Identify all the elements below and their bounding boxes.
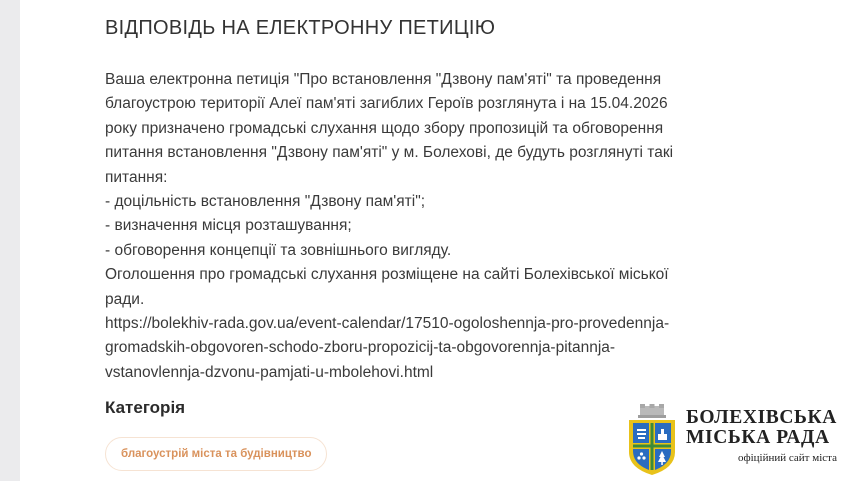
- answer-list-item: - обговорення концепції та зовнішнього вигляду.: [105, 241, 452, 259]
- answer-url-line: vstanovlennja-dzvonu-pamjati-u-mbolehovi.html: [105, 363, 434, 381]
- logo-text: [686, 408, 837, 464]
- answer-line: Оголошення про громадські слухання розміщене на сайті Болехівської міської: [105, 266, 669, 284]
- logo-title-line1: БОЛЕХІВСЬКА: [686, 407, 837, 428]
- coat-of-arms-icon: [624, 404, 680, 476]
- answer-line: ради.: [105, 290, 145, 308]
- answer-line: питання встановлення "Дзвону пам'яті" у м. Болехові, де будуть розглянуті такі: [105, 144, 674, 162]
- answer-url-line: gromadskih-obgovoren-schodo-zboru-propozicij-ta-obgovorennja-pitannja-: [105, 339, 616, 357]
- left-sidebar-strip: [0, 0, 20, 481]
- answer-line: питання:: [105, 168, 168, 186]
- answer-line: Ваша електронна петиція "Про встановлення "Дзвону пам'яті" та проведення: [105, 71, 662, 88]
- answer-list-item: - визначення місця розташування;: [105, 217, 352, 235]
- answer-line: благоустрою території Алеї пам'яті загиблих Героїв розглянута і на 15.04.2026: [105, 95, 668, 113]
- page-title: ВІДПОВІДЬ НА ЕЛЕКТРОННУ ПЕТИЦІЮ: [105, 17, 496, 39]
- logo-subtitle: офіційний сайт міста: [737, 452, 837, 464]
- city-council-logo[interactable]: [624, 404, 844, 478]
- answer-line: року призначено громадські слухання щодо збору пропозицій та обговорення: [105, 119, 664, 137]
- logo-title-line2: МІСЬКА РАДА: [686, 427, 830, 448]
- answer-url-line: https://bolekhiv-rada.gov.ua/event-calendar/17510-ogoloshennja-pro-provedennja-: [105, 315, 670, 333]
- category-heading: Категорія: [105, 398, 186, 417]
- answer-text: [105, 68, 795, 385]
- answer-list-item: - доцільність встановлення "Дзвону пам'яті";: [105, 193, 425, 211]
- category-tag[interactable]: благоустрій міста та будівництво: [105, 437, 327, 471]
